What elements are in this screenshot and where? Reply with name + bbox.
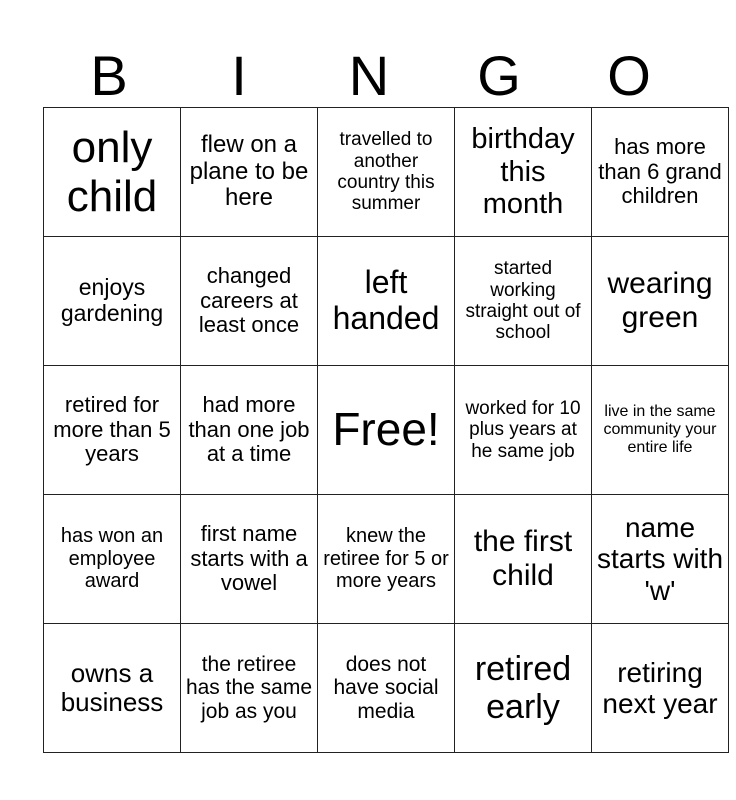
- bingo-row: [44, 108, 729, 237]
- bingo-cell[interactable]: wearing green: [592, 237, 729, 366]
- bingo-cell[interactable]: travelled to another country this summer: [318, 108, 455, 237]
- bingo-cell[interactable]: started working straight out of school: [455, 237, 592, 366]
- header-letter-i: I: [231, 44, 247, 107]
- bingo-cell[interactable]: has more than 6 grand children: [592, 108, 729, 237]
- bingo-cell[interactable]: retiring next year: [592, 624, 729, 753]
- bingo-header: [44, 46, 694, 106]
- bingo-cell[interactable]: the first child: [455, 495, 592, 624]
- bingo-cell[interactable]: first name starts with a vowel: [181, 495, 318, 624]
- bingo-cell[interactable]: birthday this month: [455, 108, 592, 237]
- bingo-cell[interactable]: owns a business: [44, 624, 181, 753]
- bingo-row: [44, 495, 729, 624]
- bingo-cell[interactable]: name starts with 'w': [592, 495, 729, 624]
- bingo-cell[interactable]: live in the same community your entire life: [592, 366, 729, 495]
- bingo-cell[interactable]: worked for 10 plus years at he same job: [455, 366, 592, 495]
- header-letter-g: G: [477, 44, 521, 107]
- bingo-row: [44, 237, 729, 366]
- bingo-cell[interactable]: knew the retiree for 5 or more years: [318, 495, 455, 624]
- bingo-cell[interactable]: only child: [44, 108, 181, 237]
- bingo-cell[interactable]: retired for more than 5 years: [44, 366, 181, 495]
- bingo-row: [44, 366, 729, 495]
- bingo-cell[interactable]: the retiree has the same job as you: [181, 624, 318, 753]
- header-letter-o: O: [607, 44, 651, 107]
- header-letter-n: N: [348, 44, 390, 107]
- bingo-card: [43, 107, 729, 753]
- header-letter-b: B: [90, 44, 128, 107]
- free-space-cell[interactable]: Free!: [318, 366, 455, 495]
- bingo-cell[interactable]: left handed: [318, 237, 455, 366]
- bingo-cell[interactable]: enjoys gardening: [44, 237, 181, 366]
- bingo-cell[interactable]: changed careers at least once: [181, 237, 318, 366]
- bingo-cell[interactable]: does not have social media: [318, 624, 455, 753]
- bingo-cell[interactable]: has won an employee award: [44, 495, 181, 624]
- bingo-row: [44, 624, 729, 753]
- bingo-cell[interactable]: retired early: [455, 624, 592, 753]
- bingo-cell[interactable]: had more than one job at a time: [181, 366, 318, 495]
- bingo-cell[interactable]: flew on a plane to be here: [181, 108, 318, 237]
